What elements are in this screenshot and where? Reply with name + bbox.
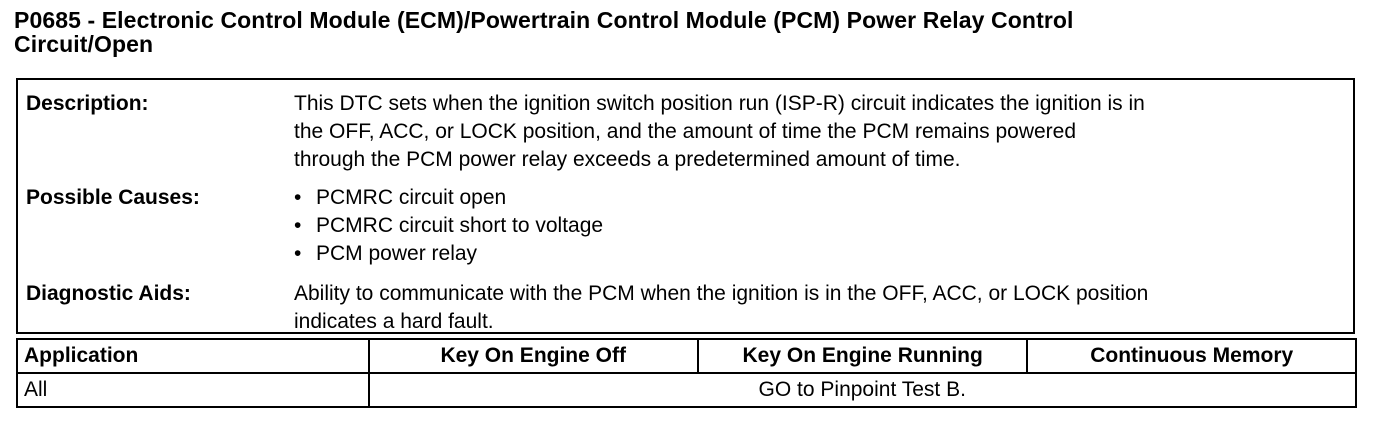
header-key-on-engine-running: Key On Engine Running — [698, 339, 1027, 373]
bullet-icon: • — [294, 214, 302, 237]
diagnostic-aids-line-1: Ability to communicate with the PCM when the ignition is in the OFF, ACC, or LOCK position — [294, 282, 1149, 305]
table-row — [17, 373, 1356, 407]
diagnostic-aids-text — [294, 280, 1350, 336]
cause-item — [294, 240, 1350, 268]
possible-causes-label: Possible Causes: — [26, 186, 200, 209]
table-header-row — [17, 339, 1356, 373]
bullet-icon: • — [294, 242, 302, 265]
application-table — [16, 338, 1357, 408]
bullet-icon: • — [294, 186, 302, 209]
description-label: Description: — [26, 92, 149, 115]
diagnostic-aids-line-2: indicates a hard fault. — [294, 310, 494, 333]
cause-item — [294, 212, 1350, 240]
title-line-2: Circuit/Open — [14, 31, 154, 57]
description-line-1: This DTC sets when the ignition switch position run (ISP-R) circuit indicates the ignition is in — [294, 92, 1145, 115]
cell-action: GO to Pinpoint Test B. — [369, 373, 1357, 407]
header-application: Application — [17, 339, 369, 373]
diagnostic-aids-label: Diagnostic Aids: — [26, 282, 191, 305]
title-line-1: P0685 - Electronic Control Module (ECM)/Powertrain Control Module (PCM) Power Relay Control — [14, 7, 1074, 33]
cause-text: PCM power relay — [316, 242, 478, 265]
description-text — [294, 90, 1350, 174]
cell-application: All — [17, 373, 369, 407]
header-key-on-engine-off: Key On Engine Off — [369, 339, 698, 373]
cause-text: PCMRC circuit short to voltage — [316, 214, 604, 237]
cause-text: PCMRC circuit open — [316, 186, 507, 209]
dtc-info-box — [16, 78, 1355, 334]
description-line-2: the OFF, ACC, or LOCK position, and the amount of time the PCM remains powered — [294, 120, 1077, 143]
header-continuous-memory: Continuous Memory — [1027, 339, 1356, 373]
description-line-3: through the PCM power relay exceeds a predetermined amount of time. — [294, 148, 961, 171]
cause-item — [294, 184, 1350, 212]
page-title — [14, 8, 1364, 56]
possible-causes-list — [294, 184, 1350, 268]
